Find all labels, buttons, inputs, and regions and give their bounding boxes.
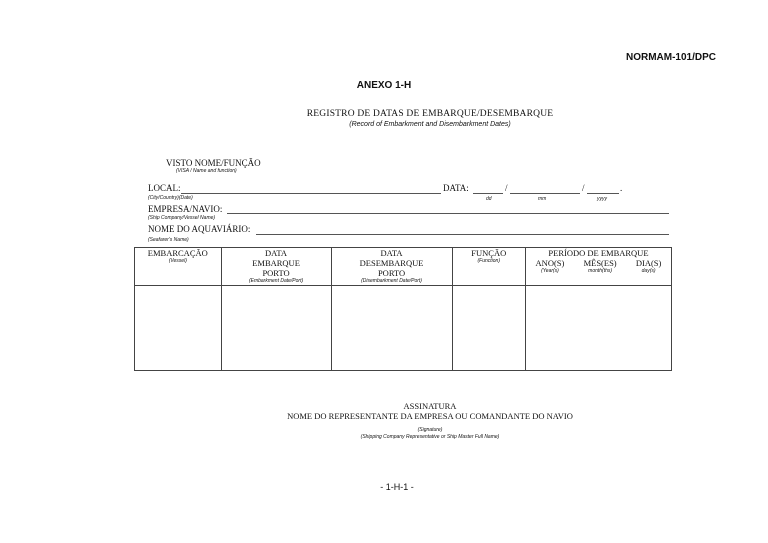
header-embarque (221, 248, 331, 286)
table-row (135, 286, 672, 371)
signature-title: ASSINATURA (403, 401, 457, 411)
empresa-label: EMPRESA/NAVIO: (148, 204, 223, 214)
header-periodo-title: PERÍODO DE EMBARQUE (548, 248, 649, 258)
local-field[interactable] (181, 193, 441, 194)
header-funcao-title: FUNÇÃO (471, 248, 507, 258)
signature-sub: (Signature) (417, 427, 443, 433)
cell-desembarque[interactable] (331, 286, 452, 371)
header-funcao-sub: (Function) (477, 258, 501, 264)
header-desembarque-line3: PORTO (377, 268, 406, 278)
unit-dia (636, 258, 662, 274)
cell-embarcacao[interactable] (135, 286, 222, 371)
month-field[interactable] (510, 193, 580, 194)
records-table (134, 247, 672, 371)
unit-ano-label: ANO(S) (535, 258, 565, 268)
date-separator-2: / (582, 183, 585, 193)
cell-embarque[interactable] (221, 286, 331, 371)
header-periodo-units (526, 258, 671, 274)
unit-ano (536, 258, 565, 274)
header-periodo (525, 248, 671, 286)
unit-dia-label: DIA(S) (635, 258, 662, 268)
visto-sublabel: (VISA / Name and function) (176, 168, 237, 174)
nome-sublabel: (Seafarer's Name) (148, 237, 189, 243)
unit-mes (584, 258, 617, 274)
date-separator-1: / (505, 183, 508, 193)
header-embarcacao-sub: (Vessel) (168, 258, 187, 264)
yyyy-hint: yyyy (597, 196, 607, 202)
mm-hint: mm (538, 196, 547, 202)
cell-periodo[interactable] (525, 286, 671, 371)
year-field[interactable] (587, 193, 619, 194)
signature-sub-detail: (Shipping Company Representative or Ship Master Full Name) (360, 434, 500, 440)
nome-field[interactable] (256, 234, 669, 235)
page-number: - 1-H-1 - (380, 482, 414, 492)
header-embarque-line3: PORTO (262, 268, 290, 278)
empresa-sublabel: (Ship Company/Vessel Name) (148, 215, 216, 221)
unit-dia-sub: day(s) (641, 268, 656, 274)
nome-label: NOME DO AQUAVIÁRIO: (148, 224, 251, 234)
cell-funcao[interactable] (452, 286, 525, 371)
header-embarque-line1: DATA (265, 248, 288, 258)
date-end-mark: . (620, 183, 623, 193)
header-embarcacao (135, 248, 222, 286)
document-code: NORMAM-101/DPC (625, 52, 716, 63)
table-header-row (135, 248, 672, 286)
signature-name: NOME DO REPRESENTANTE DA EMPRESA OU COMANDANTE DO NAVIO (287, 411, 573, 421)
header-desembarque-line2: DESEMBARQUE (359, 258, 424, 268)
annex-title: ANEXO 1-H (356, 80, 412, 91)
header-desembarque-line1: DATA (380, 248, 403, 258)
header-embarque-sub: (Embarkment Date/Port) (248, 278, 304, 284)
empresa-field[interactable] (227, 213, 669, 214)
local-label: LOCAL: (148, 183, 181, 193)
dd-hint: dd (486, 196, 492, 202)
visto-label: VISTO NOME/FUNÇÃO (166, 158, 261, 168)
header-desembarque-sub: (Disembarkment Date/Port) (361, 278, 422, 284)
unit-ano-sub: (Year(s) (541, 268, 559, 274)
header-embarcacao-title: EMBARCAÇÃO (147, 248, 208, 258)
form-title: REGISTRO DE DATAS DE EMBARQUE/DESEMBARQUE (306, 109, 554, 119)
header-embarque-line2: EMBARQUE (252, 258, 300, 268)
header-funcao (452, 248, 525, 286)
day-field[interactable] (473, 193, 503, 194)
form-subtitle: (Record of Embarkment and Disembarkment Dates) (349, 121, 511, 128)
unit-mes-label: MÊS(ES) (583, 258, 617, 268)
local-sublabel: (City/Country)(Date) (148, 195, 193, 201)
data-label: DATA: (443, 183, 469, 193)
header-desembarque (331, 248, 452, 286)
unit-mes-sub: month(ths) (588, 268, 613, 274)
